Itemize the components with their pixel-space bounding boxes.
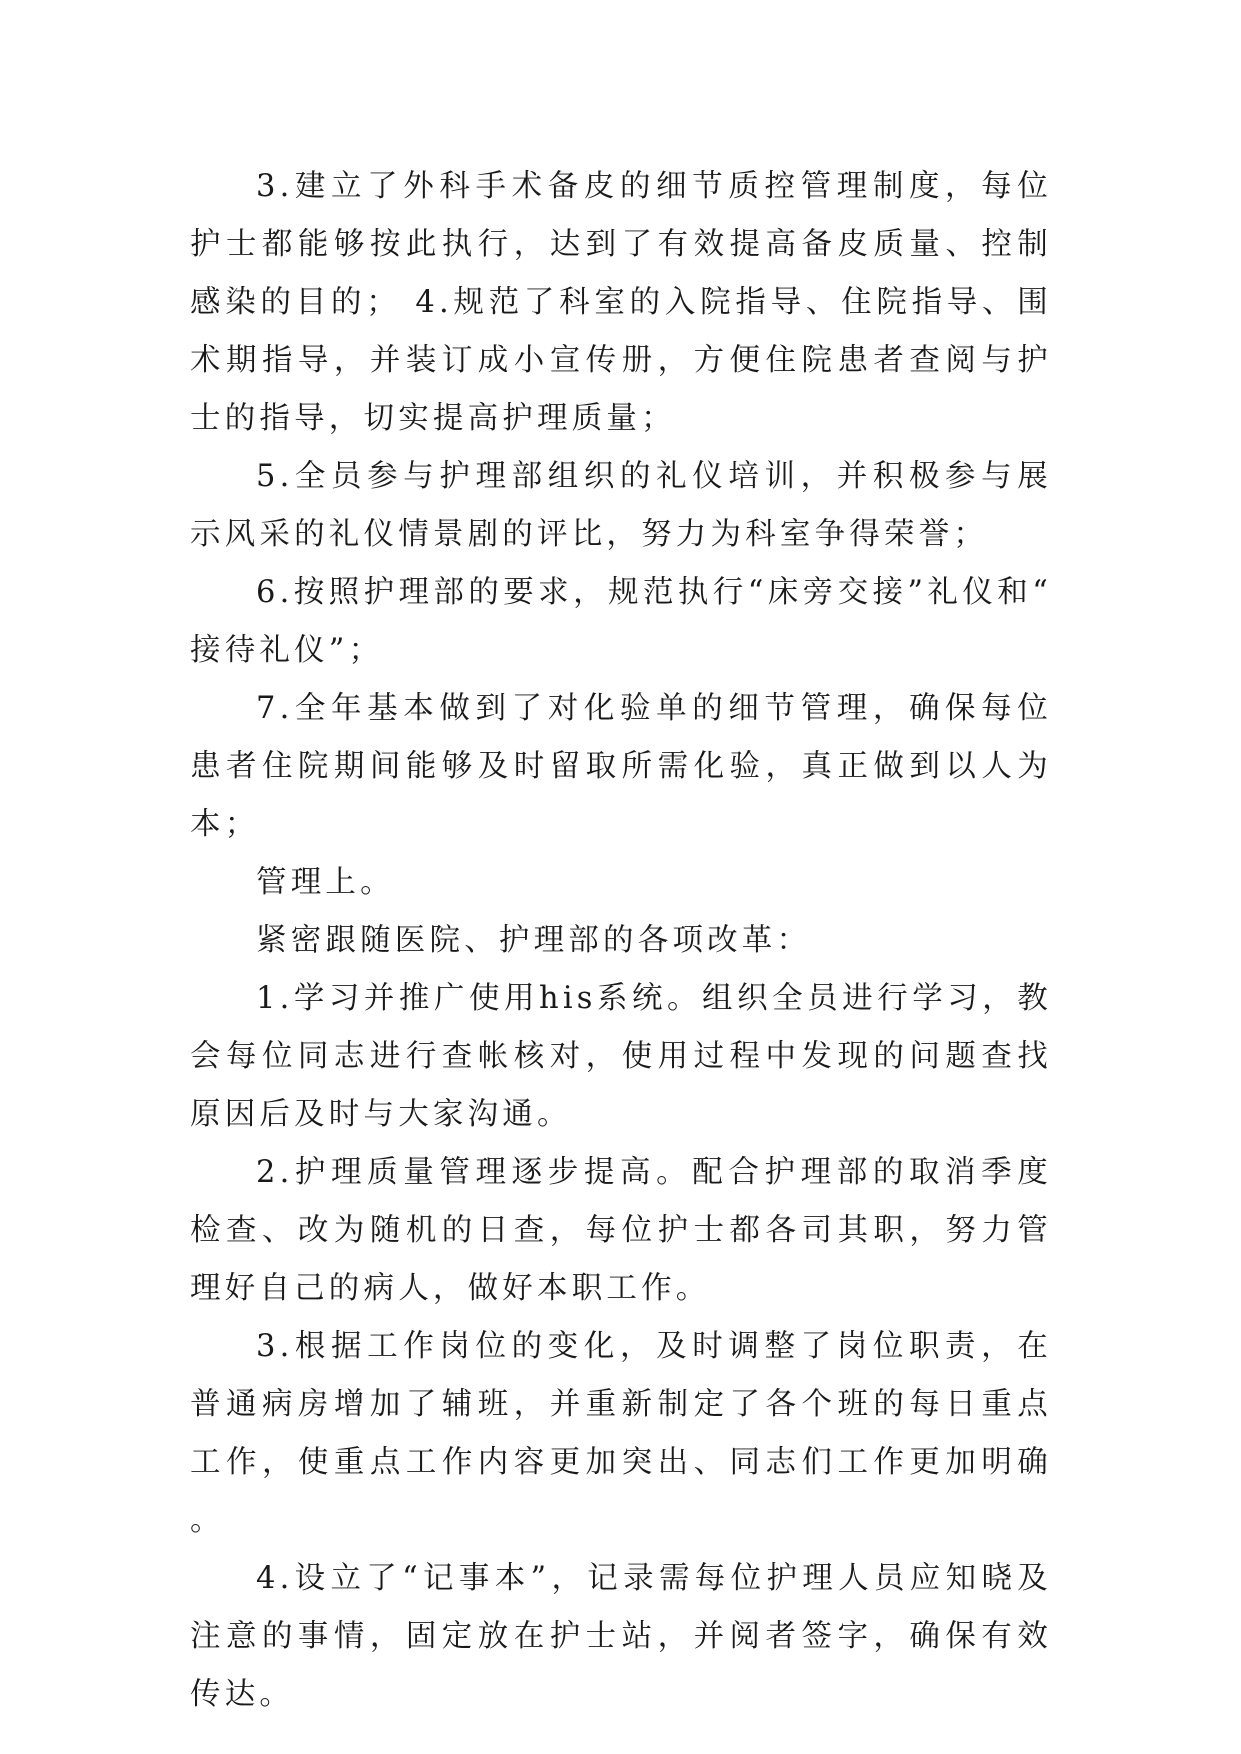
paragraph-surgical-prep: 3.建立了外科手术备皮的细节质控管理制度，每位护士都能够按此执行，达到了有效提高备皮质量、控制感染的目的； 4.规范了科室的入院指导、住院指导、围术期指导，并装订成小宣传册，方便住院患者查阅与护士的指导，切实提高护理质量； [190, 169, 1052, 436]
paragraph-bedside-handover: 6.按照护理部的要求，规范执行“床旁交接”礼仪和“接待礼仪”； [190, 575, 1052, 668]
paragraph-notebook: 4.设立了“记事本”，记录需每位护理人员应知晓及注意的事情，固定放在护士站，并阅者签字，确保有效传达。 [190, 1561, 1052, 1712]
paragraph-quality-management: 2.护理质量管理逐步提高。配合护理部的取消季度检查、改为随机的日查，每位护士都各司其职，努力管理好自己的病人，做好本职工作。 [190, 1155, 1052, 1306]
paragraph-post-adjustment: 3.根据工作岗位的变化，及时调整了岗位职责，在普通病房增加了辅班，并重新制定了各个班的每日重点工作，使重点工作内容更加突出、同志们工作更加明确。 [190, 1329, 1052, 1538]
paragraph-his-system: 1.学习并推广使用his系统。组织全员进行学习，教会每位同志进行查帐核对，使用过程中发现的问题查找原因后及时与大家沟通。 [190, 981, 1052, 1132]
paragraph-reform-intro: 紧密跟随医院、护理部的各项改革： [256, 923, 812, 958]
paragraph-management-heading: 管理上。 [256, 865, 395, 900]
paragraph-etiquette-training: 5.全员参与护理部组织的礼仪培训，并积极参与展示风采的礼仪情景剧的评比，努力为科室争得荣誉； [190, 459, 1052, 552]
document-body [190, 158, 1052, 1724]
paragraph-lab-sheet-management: 7.全年基本做到了对化验单的细节管理，确保每位患者住院期间能够及时留取所需化验，真正做到以人为本； [190, 691, 1052, 842]
